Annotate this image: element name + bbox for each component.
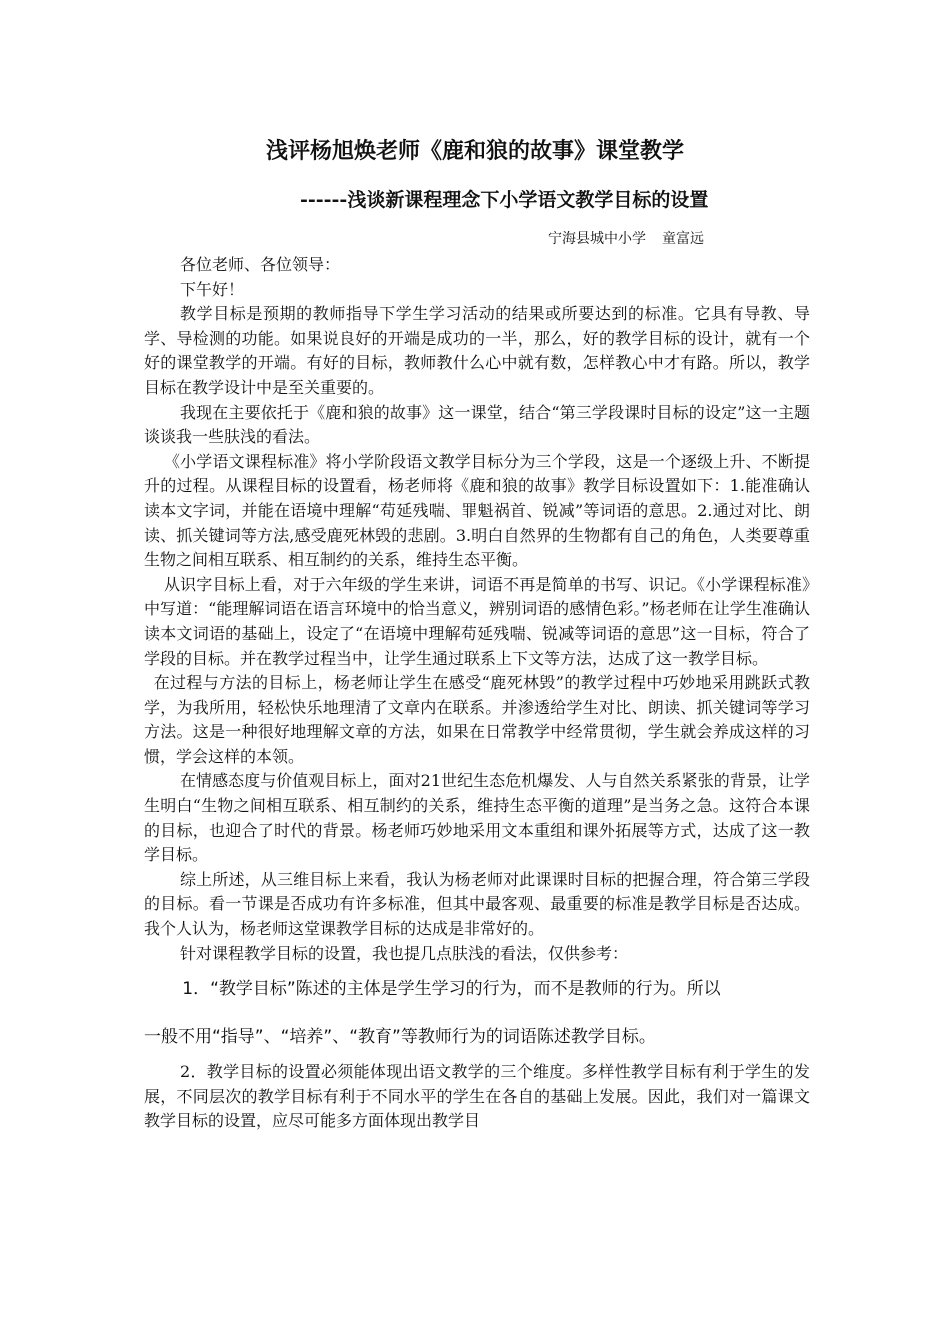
paragraph: 综上所述，从三维目标上来看，我认为杨老师对此课课时目标的把握合理，符合第三学段的目标。看一节课是否成功有许多标准，但其中最客观、最重要的标准是教学目标是否达成。我个人认为，杨老师这堂课教学目标的达成是非常好的。: [144, 869, 810, 939]
paragraph: 《小学语文课程标准》将小学阶段语文教学目标分为三个学段，这是一个逐级上升、不断提升的过程。从课程目标的设置看，杨老师将《鹿和狼的故事》教学目标设置如下：1.能准确认读本文字词，并能在语境中理解“苟延残喘、罪魁祸首、锐减”等词语的意思。2.通过对比、朗读、抓关键词等方法,感受鹿死林毁的悲剧。3.明白自然界的生物都有自己的角色，人类要尊重生物之间相互联系、相互制约的关系，维持生态平衡。: [144, 451, 810, 570]
paragraph: 针对课程教学目标的设置，我也提几点肤浅的看法，仅供参考：: [180, 943, 629, 963]
suggestion-one: [144, 976, 810, 1050]
salutation: 各位老师、各位领导：: [180, 255, 341, 274]
paragraph: 2．教学目标的设置必须能体现出语文教学的三个维度。多样性教学目标有利于学生的发展，不同层次的教学目标有利于不同水平的学生在各自的基础上发展。因此，我们对一篇课文教学目标的设置，应尽可能多方面体现出教学目: [144, 1062, 810, 1131]
paragraph: 从识字目标上看，对于六年级的学生来讲，词语不再是简单的书写、识记。《小学课程标准》中写道：“能理解词语在语言环境中的恰当意义，辨别词语的感情色彩。”杨老师在让学生准确认读本文词语的基础上，设定了“在语境中理解苟延残喘、锐减等词语的意思”这一目标，符合了学段的目标。并在教学过程当中，让学生通过联系上下文等方法，达成了这一教学目标。: [144, 574, 810, 668]
author-name: 童富远: [662, 231, 704, 247]
paragraph: 我现在主要依托于《鹿和狼的故事》这一课堂，结合“第三学段课时目标的设定”这一主题谈谈我一些肤浅的看法。: [144, 402, 810, 447]
author-school: 宁海县城中小学: [548, 231, 646, 247]
author-line: [548, 229, 704, 249]
paragraph: 在情感态度与价值观目标上，面对21世纪生态危机爆发、人与自然关系紧张的背景，让学生明白“生物之间相互联系、相互制约的关系，维持生态平衡的道理”是当务之急。这符合本课的目标，也迎合了时代的背景。杨老师巧妙地采用文本重组和课外拓展等方式，达成了这一教学目标。: [144, 771, 810, 865]
document-body: [144, 253, 810, 1134]
suggestion-line: 一般不用“指导”、“培养”、“教育”等教师行为的词语陈述教学目标。: [144, 1027, 656, 1048]
document-subtitle: ------浅谈新课程理念下小学语文教学目标的设置: [300, 189, 709, 211]
paragraph: 在过程与方法的目标上，杨老师让学生在感受“鹿死林毁”的教学过程中巧妙地采用跳跃式教学，为我所用，轻松快乐地理清了文章内在联系。并渗透给学生对比、朗读、抓关键词等学习方法。这是一种很好地理解文章的方法，如果在日常教学中经常贯彻，学生就会养成这样的习惯，学会这样的本领。: [144, 673, 810, 766]
greeting: 下午好！: [180, 279, 245, 299]
document-title: 浅评杨旭焕老师《鹿和狼的故事》课堂教学: [265, 138, 684, 164]
paragraph: 教学目标是预期的教师指导下学生学习活动的结果或所要达到的标准。它具有导教、导学、导检测的功能。如果说良好的开端是成功的一半，那么，好的教学目标的设计，就有一个好的课堂教学的开端。有好的目标，教师教什么心中就有数，怎样教心中才有路。所以，教学目标在教学设计中是至关重要的。: [144, 304, 810, 397]
suggestion-line: 1．“教学目标”陈述的主体是学生学习的行为，而不是教师的行为。所以: [182, 979, 721, 1000]
